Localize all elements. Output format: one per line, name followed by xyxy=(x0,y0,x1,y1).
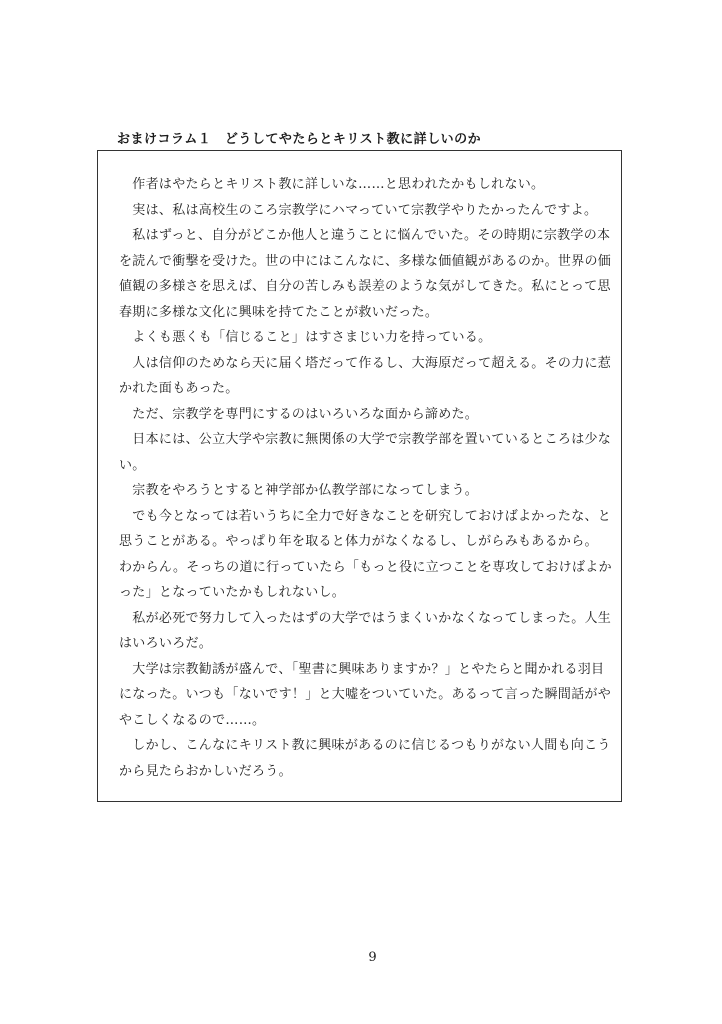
column-title: おまけコラム１ どうしてやたらとキリスト教に詳しいのか xyxy=(117,132,482,147)
body-line: 人は信仰のためなら天に届く塔だって作るし、大海原だって超える。その力に惹 xyxy=(119,355,612,371)
body-line: 実は、私は高校生のころ宗教学にハマっていて宗教学やりたかったんですよ。 xyxy=(119,202,598,218)
body-line: やこしくなるので……。 xyxy=(119,712,266,728)
body-line: はいろいろだ。 xyxy=(119,636,213,651)
body-line: 大学は宗教勧誘が盛んで、「聖書に興味ありますか？」とやたらと聞かれる羽目 xyxy=(119,661,605,677)
body-line: 宗教をやろうとすると神学部か仏教学部になってしまう。 xyxy=(119,483,479,498)
body-line: 私はずっと、自分がどこか他人と違うことに悩んでいた。その時期に宗教学の本 xyxy=(119,228,611,243)
body-line: った」となっていたかもしれないし。 xyxy=(119,585,346,600)
body-line: でも今となっては若いうちに全力で好きなことを研究しておけばよかったな、と xyxy=(119,508,612,524)
page-number: 9 xyxy=(368,950,377,965)
body-line: を読んで衝撃を受けた。世の中にはこんなに、多様な価値観があるのか。世界の価 xyxy=(119,253,612,269)
body-line: かれた面もあった。 xyxy=(119,381,239,396)
body-line: になった。いつも「ないです！」と大嘘をついていた。あるって言った瞬間話がや xyxy=(119,687,612,702)
body-line: い。 xyxy=(119,457,146,473)
body-line: よくも悪くも「信じること」はすさまじい力を持っている。 xyxy=(119,330,492,345)
body-line: 私が必死で努力して入ったはずの大学ではうまくいかなくなってしまった。人生 xyxy=(119,610,612,626)
body-line: 値観の多様さを思えば、自分の苦しみも誤差のような気がしてきた。私にとって思 xyxy=(119,279,611,294)
body-line: 日本には、公立大学や宗教に無関係の大学で宗教学部を置いているところは少な xyxy=(119,432,612,447)
body-line: ただ、宗教学を専門にするのはいろいろな面から諦めた。 xyxy=(119,406,479,422)
body-line: から見たらおかしいだろう。 xyxy=(119,763,292,779)
body-line: 作者はやたらとキリスト教に詳しいな……と思われたかもしれない。 xyxy=(119,177,545,192)
body-line: わからん。そっちの道に行っていたら「もっと役に立つことを専攻しておけばよか xyxy=(119,559,612,575)
body-line: 思うことがある。やっぱり年を取ると体力がなくなるし、しがらみもあるから。 xyxy=(119,534,598,549)
body-line: しかし、こんなにキリスト教に興味があるのに信じるつもりがない人間も向こう xyxy=(119,738,611,753)
body-line: 春期に多様な文化に興味を持てたことが救いだった。 xyxy=(119,304,439,320)
column-body xyxy=(119,172,629,784)
